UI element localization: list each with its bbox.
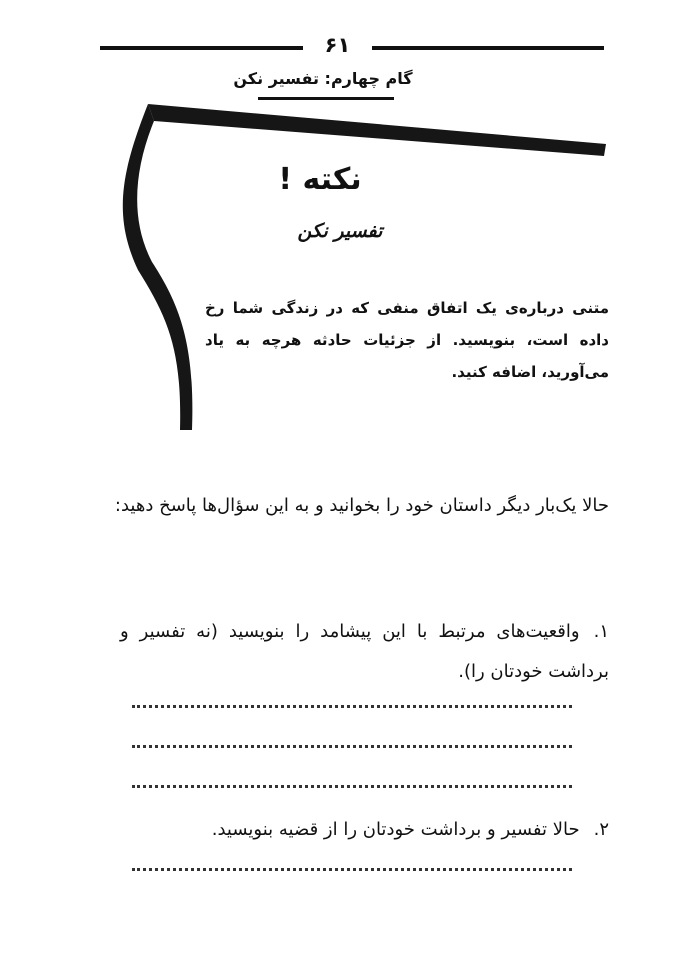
tip-box-frame-top <box>148 104 606 156</box>
page-number: ۶۱ <box>324 33 351 57</box>
answer-line[interactable] <box>132 785 572 788</box>
tip-box-title: نکته ! <box>278 162 362 197</box>
intro-paragraph: حالا یک‌بار دیگر داستان خود را بخوانید و به این سؤال‌ها پاسخ دهید: <box>114 495 609 516</box>
answer-line[interactable] <box>132 705 572 708</box>
question-number: ۲. <box>593 819 609 840</box>
question-number: ۱. <box>593 621 609 642</box>
question-text: حالا تفسیر و برداشت خودتان را از قضیه بنویسید. <box>211 819 580 840</box>
tip-box-text: متنی درباره‌ی یک اتفاق منفی که در زندگی شما رخ داده است، بنویسید. از جزئیات حادثه هرچه به یاد می‌آورید، اضافه کنید. <box>205 299 609 381</box>
question-item <box>100 810 609 850</box>
answer-line[interactable] <box>132 868 572 871</box>
tip-box-subtitle: تفسیر نکن <box>297 220 383 242</box>
question-item <box>120 612 609 692</box>
question-text: واقعیت‌های مرتبط با این پیشامد را بنویسید (نه تفسیر و برداشت خودتان را). <box>120 621 609 682</box>
answer-line[interactable] <box>132 745 572 748</box>
step-title: گام چهارم: تفسیر نکن <box>233 69 413 88</box>
tip-box-frame-curve <box>123 104 193 430</box>
